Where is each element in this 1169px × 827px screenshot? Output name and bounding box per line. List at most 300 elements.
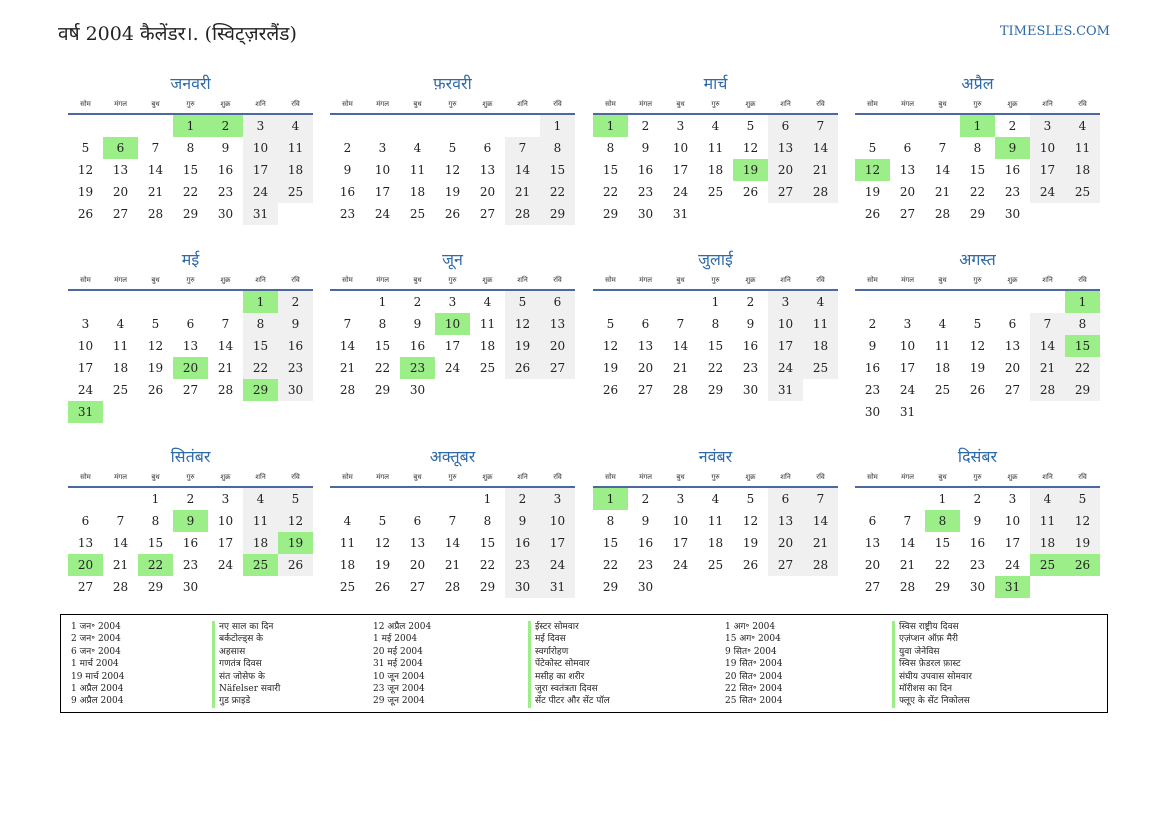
weekday-label: सोम: [80, 99, 91, 108]
day-cell: 10: [1030, 137, 1065, 159]
day-cell: 24: [768, 357, 803, 379]
day-cell: 19: [602, 361, 619, 375]
holiday-date: 1 मई 2004: [373, 634, 418, 645]
day-cell: 26: [602, 383, 619, 397]
day-cell: 15: [707, 339, 724, 353]
day-cell: 1: [151, 492, 160, 506]
day-cell: 6: [81, 514, 90, 528]
day-cell: 4: [413, 141, 422, 155]
day-cell: 2: [868, 317, 877, 331]
holiday-name: अहसास: [212, 646, 280, 658]
day-cell: 18: [112, 361, 129, 375]
day-cell: 5: [278, 488, 313, 510]
day-cell: 17: [899, 361, 916, 375]
holiday-name: सेंट पीटर और सेंट पॉल: [528, 695, 610, 707]
weekday-label: शुक्र: [220, 275, 231, 284]
holiday-date: 9 सित॰ 2004: [725, 646, 777, 657]
day-cell: 13: [768, 510, 803, 532]
day-cell: 29: [707, 383, 724, 397]
day-cell: 17: [672, 536, 689, 550]
day-cell: 10: [899, 339, 916, 353]
holiday-date: 15 अग॰ 2004: [725, 634, 781, 645]
day-cell: 17: [243, 159, 278, 181]
holiday-date: 2 जन॰ 2004: [71, 634, 121, 645]
day-cell: 5: [973, 317, 982, 331]
holiday-day-cell: 1: [960, 115, 995, 137]
weekday-label: शुक्र: [482, 275, 493, 284]
day-cell: 25: [409, 207, 426, 221]
weekday-label: बुध: [938, 472, 947, 481]
holiday-day-cell: 1: [173, 115, 208, 137]
day-cell: 30: [278, 379, 313, 401]
holiday-date: 23 जून 2004: [373, 683, 425, 694]
day-cell: 6: [540, 291, 575, 313]
weekday-label: सोम: [867, 99, 878, 108]
day-cell: 29: [602, 580, 619, 594]
day-cell: 6: [903, 141, 912, 155]
holiday-day-cell: 12: [855, 159, 890, 181]
day-cell: 14: [147, 163, 164, 177]
weekday-label: बुध: [151, 472, 160, 481]
day-cell: 31: [672, 207, 689, 221]
day-cell: 16: [409, 339, 426, 353]
day-cell: 27: [1004, 383, 1021, 397]
holiday-day-cell: 20: [68, 554, 103, 576]
weekday-label: रवि: [816, 99, 825, 108]
site-link[interactable]: TIMESLES.COM: [999, 24, 1110, 39]
holiday-day-cell: 9: [995, 137, 1030, 159]
day-cell: 4: [243, 488, 278, 510]
holiday-date: 9 अप्रैल 2004: [71, 696, 124, 707]
day-cell: 18: [243, 532, 278, 554]
day-cell: 3: [1030, 115, 1065, 137]
day-cell: 8: [711, 317, 720, 331]
day-cell: 3: [676, 492, 685, 506]
weekday-label: बुध: [413, 472, 422, 481]
holiday-day-cell: 2: [208, 115, 243, 137]
day-cell: 9: [343, 163, 352, 177]
day-cell: 5: [746, 492, 755, 506]
day-cell: 21: [934, 185, 951, 199]
day-cell: 9: [278, 313, 313, 335]
holiday-name: गणतंत्र दिवस: [212, 658, 280, 670]
day-cell: 29: [540, 203, 575, 225]
day-cell: 11: [409, 163, 426, 177]
weekday-label: रवि: [1078, 275, 1087, 284]
day-cell: 6: [186, 317, 195, 331]
day-cell: 13: [479, 163, 496, 177]
day-cell: 25: [112, 383, 129, 397]
weekday-label: बुध: [151, 99, 160, 108]
day-cell: 8: [243, 313, 278, 335]
day-cell: 17: [768, 335, 803, 357]
day-cell: 21: [339, 361, 356, 375]
day-cell: 18: [278, 159, 313, 181]
day-cell: 2: [1008, 119, 1017, 133]
weekday-label: शनि: [517, 472, 528, 481]
weekday-label: मंगल: [639, 275, 652, 284]
day-cell: 17: [444, 339, 461, 353]
holiday-name: स्वर्गारोहण: [528, 646, 610, 658]
weekday-label: बुध: [676, 472, 685, 481]
holiday-names-col-3: [892, 621, 972, 708]
day-cell: 9: [641, 514, 650, 528]
day-cell: 2: [973, 492, 982, 506]
day-cell: 5: [1065, 488, 1100, 510]
weekday-label: गुरु: [973, 275, 982, 284]
month-calendar: [330, 73, 575, 225]
month-calendar: [855, 249, 1100, 423]
day-cell: 23: [742, 361, 759, 375]
holiday-name: एज़ंप्शन ऑफ़ मैरी: [892, 633, 972, 645]
day-cell: 21: [444, 558, 461, 572]
day-cell: 4: [711, 119, 720, 133]
day-cell: 31: [899, 405, 916, 419]
day-cell: 29: [934, 580, 951, 594]
day-cell: 22: [1065, 357, 1100, 379]
day-cell: 7: [221, 317, 230, 331]
day-cell: 19: [374, 558, 391, 572]
day-cell: 7: [343, 317, 352, 331]
day-cell: 16: [1004, 163, 1021, 177]
holiday-day-cell: 31: [68, 401, 103, 423]
day-cell: 18: [803, 335, 838, 357]
day-cell: 28: [803, 554, 838, 576]
page-title: वर्ष 2004 कैलेंडर।. (स्विट्ज़रलैंड): [58, 23, 297, 45]
month-title: अक्तूबर: [429, 447, 476, 466]
day-cell: 7: [903, 514, 912, 528]
day-cell: 16: [182, 536, 199, 550]
day-cell: 12: [969, 339, 986, 353]
month-calendar: [855, 73, 1100, 225]
holiday-date: 20 सित॰ 2004: [725, 671, 783, 682]
day-cell: 9: [868, 339, 877, 353]
weekday-label: सोम: [342, 275, 353, 284]
holiday-names-col-1: [212, 621, 280, 708]
day-cell: 10: [1004, 514, 1021, 528]
day-cell: 16: [339, 185, 356, 199]
day-cell: 30: [637, 580, 654, 594]
day-cell: 15: [602, 163, 619, 177]
month-title: नवंबर: [698, 447, 733, 466]
day-cell: 3: [768, 291, 803, 313]
day-cell: 29: [147, 580, 164, 594]
day-cell: 18: [339, 558, 356, 572]
day-cell: 22: [602, 558, 619, 572]
weekday-label: बुध: [413, 99, 422, 108]
day-cell: 3: [243, 115, 278, 137]
day-cell: 22: [243, 357, 278, 379]
day-cell: 9: [413, 317, 422, 331]
day-cell: 13: [182, 339, 199, 353]
day-cell: 15: [540, 159, 575, 181]
month-title: अगस्त: [959, 250, 996, 269]
holiday-date: 19 मार्च 2004: [71, 671, 125, 682]
day-cell: 20: [112, 185, 129, 199]
day-cell: 4: [1030, 488, 1065, 510]
day-cell: 25: [803, 357, 838, 379]
day-cell: 24: [1004, 558, 1021, 572]
day-cell: 26: [444, 207, 461, 221]
holiday-list: [60, 614, 1108, 713]
holiday-day-cell: 20: [173, 357, 208, 379]
day-cell: 13: [1004, 339, 1021, 353]
weekday-label: शुक्र: [1007, 275, 1018, 284]
day-cell: 11: [278, 137, 313, 159]
day-cell: 8: [151, 514, 160, 528]
weekday-label: गुरु: [448, 275, 457, 284]
holiday-name: मई दिवस: [528, 633, 610, 645]
weekday-label: गुरु: [973, 99, 982, 108]
day-cell: 23: [182, 558, 199, 572]
weekday-label: गुरु: [711, 472, 720, 481]
day-cell: 28: [899, 580, 916, 594]
weekday-label: सोम: [867, 472, 878, 481]
day-cell: 13: [768, 137, 803, 159]
month-calendar: [68, 249, 313, 423]
day-cell: 7: [116, 514, 125, 528]
day-cell: 27: [479, 207, 496, 221]
weekday-label: शुक्र: [1007, 99, 1018, 108]
day-cell: 21: [112, 558, 129, 572]
day-cell: 23: [637, 185, 654, 199]
month-title: जुलाई: [698, 250, 733, 269]
day-cell: 7: [676, 317, 685, 331]
month-title: फ़रवरी: [433, 74, 472, 93]
day-cell: 6: [641, 317, 650, 331]
weekday-label: गुरु: [186, 275, 195, 284]
day-cell: 28: [1030, 379, 1065, 401]
day-grid: [855, 488, 1100, 598]
day-cell: 25: [707, 558, 724, 572]
day-cell: 3: [221, 492, 230, 506]
day-cell: 27: [77, 580, 94, 594]
weekday-label: शनि: [1042, 472, 1053, 481]
day-cell: 28: [147, 207, 164, 221]
month-title: जून: [442, 250, 463, 269]
holiday-name: मसीह का शरीर: [528, 671, 610, 683]
month-calendar: [593, 249, 838, 401]
day-cell: 20: [768, 159, 803, 181]
day-cell: 3: [81, 317, 90, 331]
day-cell: 26: [374, 580, 391, 594]
day-cell: 3: [1008, 492, 1017, 506]
day-cell: 11: [803, 313, 838, 335]
holiday-dates-col-2: [373, 621, 431, 708]
day-cell: 14: [1030, 335, 1065, 357]
day-cell: 9: [505, 510, 540, 532]
day-cell: 9: [973, 514, 982, 528]
weekday-label: सोम: [605, 472, 616, 481]
day-cell: 23: [969, 558, 986, 572]
day-cell: 22: [707, 361, 724, 375]
weekday-label: सोम: [80, 275, 91, 284]
day-cell: 14: [803, 510, 838, 532]
day-cell: 8: [378, 317, 387, 331]
day-cell: 29: [602, 207, 619, 221]
day-cell: 11: [707, 514, 724, 528]
holiday-day-cell: 6: [103, 137, 138, 159]
day-cell: 8: [606, 141, 615, 155]
weekday-label: रवि: [553, 472, 562, 481]
weekday-label: मंगल: [376, 99, 389, 108]
day-cell: 5: [746, 119, 755, 133]
day-cell: 28: [112, 580, 129, 594]
day-cell: 8: [973, 141, 982, 155]
holiday-dates-col-1: [71, 621, 125, 708]
weekday-header: [593, 95, 838, 113]
holiday-name: मॉरीशस का दिन: [892, 683, 972, 695]
holiday-day-cell: 15: [1065, 335, 1100, 357]
day-cell: 27: [899, 207, 916, 221]
day-cell: 17: [77, 361, 94, 375]
day-cell: 19: [444, 185, 461, 199]
day-cell: 11: [112, 339, 129, 353]
day-cell: 2: [343, 141, 352, 155]
holiday-day-cell: 19: [278, 532, 313, 554]
weekday-label: शनि: [1042, 99, 1053, 108]
day-cell: 14: [899, 536, 916, 550]
day-cell: 18: [1030, 532, 1065, 554]
day-cell: 4: [116, 317, 125, 331]
day-cell: 13: [540, 313, 575, 335]
day-cell: 1: [483, 492, 492, 506]
day-cell: 6: [768, 488, 803, 510]
day-cell: 11: [1030, 510, 1065, 532]
day-cell: 24: [540, 554, 575, 576]
day-cell: 3: [448, 295, 457, 309]
weekday-label: रवि: [816, 472, 825, 481]
day-cell: 6: [768, 115, 803, 137]
holiday-name: स्विस राष्ट्रीय दिवस: [892, 621, 972, 633]
weekday-label: गुरु: [448, 472, 457, 481]
day-cell: 22: [602, 185, 619, 199]
holiday-name: युवा जेनेविस: [892, 646, 972, 658]
day-cell: 19: [1065, 532, 1100, 554]
day-cell: 28: [444, 580, 461, 594]
day-cell: 8: [1065, 313, 1100, 335]
day-cell: 29: [1065, 379, 1100, 401]
day-cell: 12: [374, 536, 391, 550]
day-grid: [593, 291, 838, 401]
day-cell: 31: [768, 379, 803, 401]
day-cell: 28: [505, 203, 540, 225]
day-cell: 28: [217, 383, 234, 397]
holiday-day-cell: 23: [400, 357, 435, 379]
weekday-label: गुरु: [711, 275, 720, 284]
holiday-dates-col-3: [725, 621, 782, 708]
holiday-date: 20 मई 2004: [373, 646, 423, 657]
weekday-label: शुक्र: [220, 472, 231, 481]
day-cell: 5: [868, 141, 877, 155]
day-cell: 10: [540, 510, 575, 532]
weekday-label: गुरु: [186, 99, 195, 108]
day-cell: 14: [217, 339, 234, 353]
day-cell: 26: [742, 185, 759, 199]
holiday-date: 1 अग॰ 2004: [725, 622, 776, 632]
month-title: जनवरी: [170, 74, 211, 93]
holiday-date: 12 अप्रैल 2004: [373, 622, 432, 632]
day-cell: 25: [278, 181, 313, 203]
day-cell: 24: [374, 207, 391, 221]
holiday-day-cell: 10: [435, 313, 470, 335]
day-cell: 11: [243, 510, 278, 532]
day-cell: 23: [505, 554, 540, 576]
weekday-label: मंगल: [114, 275, 127, 284]
day-cell: 17: [374, 185, 391, 199]
holiday-day-cell: 9: [173, 510, 208, 532]
day-grid: [68, 291, 313, 423]
day-cell: 13: [409, 536, 426, 550]
holiday-name: संत जोसेफ के: [212, 671, 280, 683]
day-cell: 11: [934, 339, 951, 353]
day-cell: 16: [278, 335, 313, 357]
day-cell: 13: [112, 163, 129, 177]
day-cell: 23: [637, 558, 654, 572]
day-cell: 15: [602, 536, 619, 550]
day-grid: [855, 115, 1100, 225]
day-cell: 21: [803, 532, 838, 554]
day-cell: 26: [969, 383, 986, 397]
day-cell: 19: [969, 361, 986, 375]
day-cell: 24: [217, 558, 234, 572]
weekday-label: बुध: [676, 99, 685, 108]
weekday-label: शुक्र: [220, 99, 231, 108]
day-cell: 28: [339, 383, 356, 397]
weekday-label: शुक्र: [482, 472, 493, 481]
weekday-label: बुध: [938, 275, 947, 284]
day-cell: 28: [803, 181, 838, 203]
month-calendar: [855, 446, 1100, 598]
day-cell: 12: [742, 514, 759, 528]
weekday-label: मंगल: [639, 99, 652, 108]
day-cell: 10: [374, 163, 391, 177]
day-cell: 14: [803, 137, 838, 159]
holiday-day-cell: 1: [243, 291, 278, 313]
day-cell: 15: [147, 536, 164, 550]
day-cell: 12: [505, 313, 540, 335]
weekday-label: रवि: [291, 275, 300, 284]
day-cell: 11: [707, 141, 724, 155]
holiday-day-cell: 1: [593, 488, 628, 510]
holiday-day-cell: 1: [1065, 291, 1100, 313]
holiday-name: Näfelser सवारी: [212, 683, 280, 695]
day-cell: 23: [339, 207, 356, 221]
day-cell: 16: [637, 163, 654, 177]
day-cell: 19: [864, 185, 881, 199]
day-grid: [855, 291, 1100, 423]
day-cell: 3: [903, 317, 912, 331]
holiday-day-cell: 26: [1065, 554, 1100, 576]
day-cell: 21: [217, 361, 234, 375]
weekday-header: [593, 271, 838, 289]
weekday-label: शुक्र: [1007, 472, 1018, 481]
day-cell: 10: [768, 313, 803, 335]
day-cell: 1: [540, 115, 575, 137]
day-cell: 18: [707, 536, 724, 550]
weekday-label: सोम: [605, 275, 616, 284]
weekday-label: गुरु: [448, 99, 457, 108]
day-cell: 26: [147, 383, 164, 397]
day-cell: 28: [672, 383, 689, 397]
holiday-name: फ्लूए के सेंट निकोलस: [892, 695, 972, 707]
day-cell: 7: [803, 488, 838, 510]
holiday-day-cell: 31: [995, 576, 1030, 598]
month-title: अप्रैल: [961, 74, 994, 93]
day-cell: 22: [479, 558, 496, 572]
day-cell: 12: [602, 339, 619, 353]
weekday-label: मंगल: [376, 472, 389, 481]
